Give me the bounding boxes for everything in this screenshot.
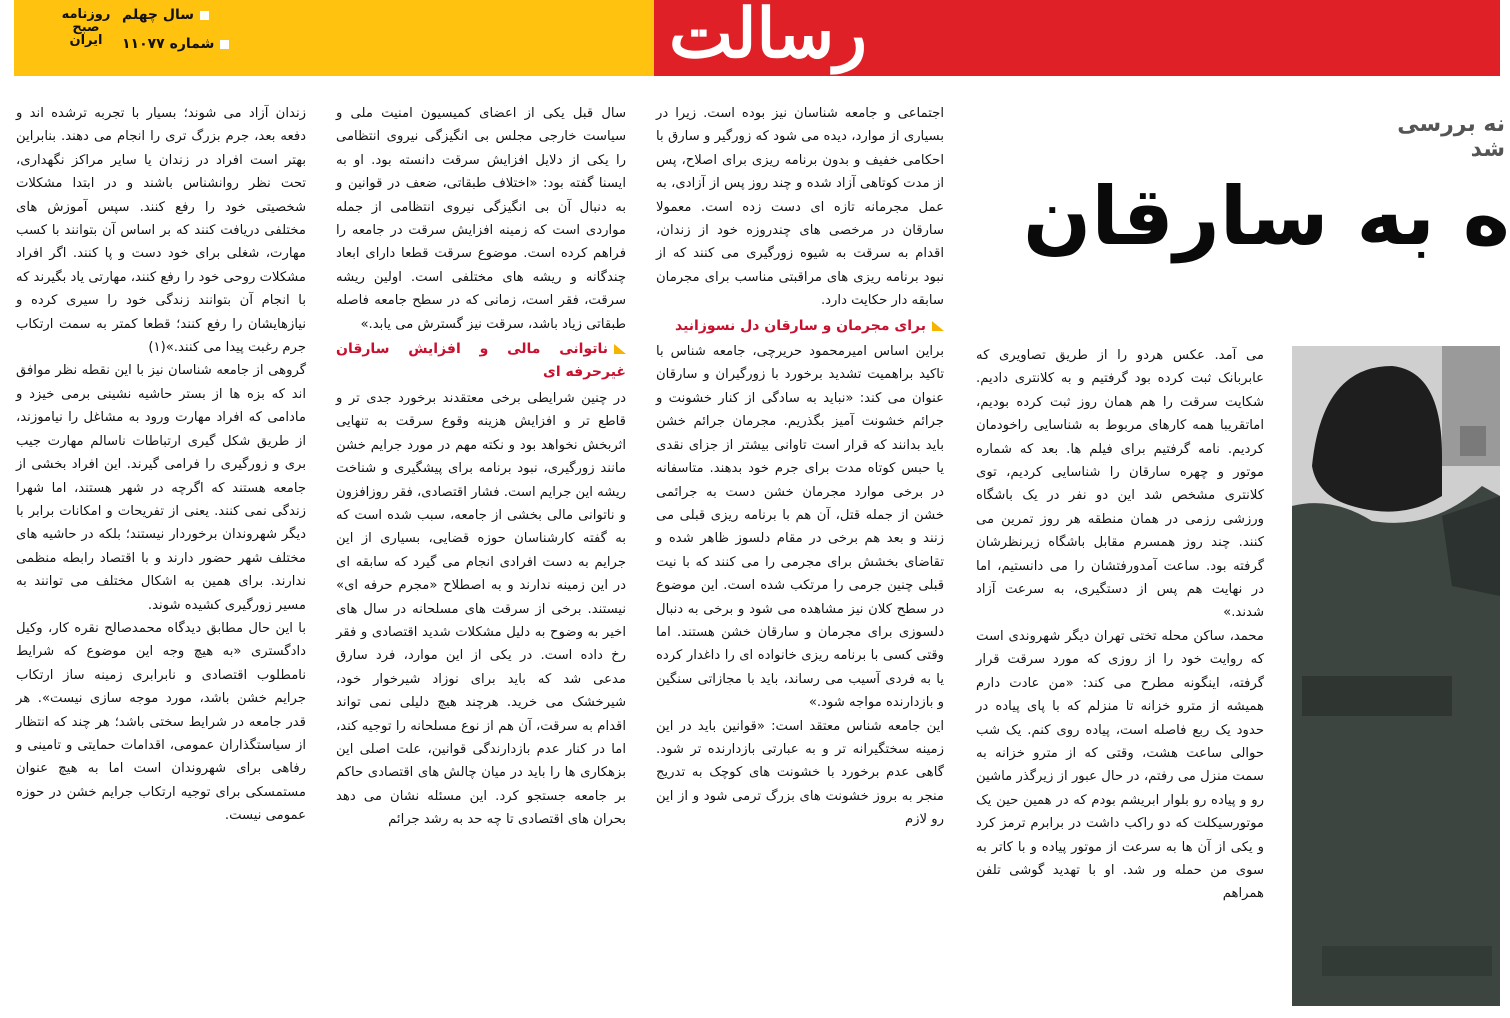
paragraph: می آمد. عکس هردو را از طریق تصاویری که عابربانک ثبت کرده بود گرفتیم و به کلانتری دادیم. شکایت سرقت را هم همان روز ثبت کرده بودیم، اماتقریبا همه کارهای مربوط به شناسایی راخودمان کردیم. نامه گرفتیم برای فیلم ها. بعد که شماره موتور و چهره سارقان را شناسایی کردیم، توی کلانتری مشخص شد این دو نفر در یک باشگاه ورزشی رزمی در همان منطقه هر روز تمرین می کنند. چند روز همسرم مقابل باشگاه زیرنظرشان گرفته بود. ساعت آمدورفتشان را می دانستیم، اما در نهایت هم پس از دستگیری، به سرعت آزاد شدند.»: [976, 348, 1264, 621]
bullet-square-icon: [220, 40, 229, 49]
masthead-bar: [14, 0, 1500, 76]
triangle-marker-icon: [614, 344, 626, 354]
paragraph: محمد، ساکن محله تختی تهران دیگر شهروندی است که روایت خود را از روزی که مورد سرقت قرار گرفته، اینگونه مطرح می کند: «من عادت دارم همیشه از مترو خزانه تا منزلم که با پای پیاده در حدود یک ربع فاصله است، پیاده روی کنم. یک شب حوالی ساعت هشت، وقتی که از مترو خزانه به سمت منزل می رفتم، در حال عبور از زیرگذر ماشین رو و پیاده رو بلوار ابریشم بودم که در همین حین یک موتورسیکلت که دو راکب داشت در برابرم ترمز کرد و یکی از آن ها به سرعت از موتور پیاده و با کاتر به سوی من حمله ور شد. او با تهدید گوشی تلفن همراهم: [976, 628, 1264, 902]
subheading: ناتوانی مالی و افزایش سارقان غیرحرفه ای: [336, 341, 626, 381]
subheading: برای مجرمان و سارقان دل نسوزانید: [656, 315, 944, 338]
paragraph: گروهی از جامعه شناسان نیز با این نقطه نظر موافق اند که بزه ها از بستر حاشیه نشینی برمی خیزد و مادامی که افراد مهارت ورود به مشاغل را نیاموزند، از طریق شکل گیری ارتباطات ناسالم مهارت جیب بری و زورگیری را فرامی گیرند. این افراد بخشی از جامعه هستند که اگرچه در شهر هستند، اما شهرا زندگی نمی کنند. یعنی از تفریحات و امکانات برابر با دیگر شهروندان برخوردار نیستند؛ بلکه در حاشیه های مختلف شهر حضور دارند و با اقتصاد رابطه منظمی ندارند. برای همین به اشکال مختلف می توانند به مسیر زورگیری کشیده شوند.: [16, 363, 306, 613]
article-kicker: نه بررسی شد: [1397, 112, 1505, 162]
paragraph: براین اساس امیرمحمود حریرچی، جامعه شناس با تاکید براهمیت تشدید برخورد با زورگیران و سارقان عنوان می کند: «نباید به سادگی از کنار خشونت و جرائم خشونت آمیز بگذریم. مجرمان جرائم خشن باید بدانند که قرار است تاوانی بیشتر از جزای نقدی یا حبس کوتاه مدت برای جرم خود بدهند. متاسفانه در برخی موارد مجرمان خشن دست به جرائمی خشن از جمله قتل، آن هم با برنامه ریزی قبلی می زنند و بعد هم برخی در مقام دلسوز ظاهر شده و تقاضای بخشش برای مجرمی را می کنند که با نیت قبلی چنین جرمی را مرتکب شده است. این موضوع در سطح کلان نیز مشاهده می شود و برخی به دنبال دلسوزی برای مجرمان و سارقان خشن هستند. اما وقتی کسی با برنامه ریزی خانواده ای را داغدار کرده یا به فردی آسیب می رساند، باید با مجازاتی سنگین و بازدارنده مواجه شود.»: [656, 344, 944, 711]
paragraph: با این حال مطابق دیدگاه محمدصالح نقره کار، وکیل دادگستری «به هیچ وجه این موضوع که شرایط نامطلوب اقتصادی و نابرابری زمینه ساز ارتکاب جرایم خشن باشد، مورد موجه سازی نیست». هر قدر جامعه در شرایط سختی باشد؛ هر چند که انتظار از سیاستگذاران عمومی، اقدامات حمایتی و تامینی و رفاهی برای شهروندان است اما به هیچ عنوان مستمسکی برای توجیه ارتکاب جرایم خشن در حوزه عمومی نیست.: [16, 620, 306, 824]
article-photo: [1292, 346, 1500, 1006]
paragraph: اجتماعی و جامعه شناسان نیز بوده است. زیرا در بسیاری از موارد، دیده می شود که زورگیر و سارق با احکامی خفیف و بدون برنامه ریزی برای اصلاح، پس از مدت کوتاهی آزاد شده و چند روز پس از آزادی، به عمل مجرمانه تازه ای دست زده است. معمولا سارقان در مرخصی های چندروزه خود از زندان، اقدام به سرقت به شیوه زورگیری می کنند که از نبود برنامه ریزی های مراقبتی مناسب برای مجرمان سابقه دار حکایت دارد.: [656, 106, 944, 309]
paragraph: در چنین شرایطی برخی معتقدند برخورد جدی تر و قاطع تر و افزایش هزینه وقوع سرقت به تنهایی اثربخش نخواهد بود و نکته مهم در مورد جرایم خشن مانند زورگیری، نبود برنامه برای پیشگیری و شناخت ریشه این جرایم است. فشار اقتصادی، فقر روزافزون و ناتوانی مالی بخشی از جامعه، سبب شده است که به گفته کارشناسان حوزه قضایی، بسیاری از این جرایم به دست افرادی انجام می گیرد که سابقه ای در این زمینه ندارند و به اصطلاح «مجرم حرفه ای» نیستند. برخی از سرقت های مسلحانه در سال های اخیر به وضوح به دلیل مشکلات شدید اقتصادی و فقر رخ داده است. در یکی از این موارد، فرد سارق مدعی شد که باید برای نوزاد شیرخوار خود، شیرخشک می خرید. هرچند هیچ دلیلی نمی تواند اقدام به سرقت، آن هم از نوع مسلحانه را توجیه کند، اما در کنار عدم بازدارندگی قوانین، علت اصلی این بزهکاری ها را باید در میان چالش های اقتصادی حاکم بر جامعه جستجو کرد. این مسئله نشان می دهد بحران های اقتصادی تا چه حد به رشد جرائم: [336, 390, 626, 828]
issue-label: شماره ۱۱۰۷۷: [122, 36, 229, 52]
paper-name: روزنامه صبح ایران: [61, 7, 111, 48]
article-column-2: [656, 102, 944, 832]
year-label: سال چهلم: [122, 7, 209, 23]
newspaper-logo[interactable]: رسالت: [669, 0, 868, 74]
article-column-4: [16, 102, 306, 828]
bullet-square-icon: [200, 11, 209, 20]
article-column-3: [336, 102, 626, 832]
paragraph: سال قبل یکی از اعضای کمیسیون امنیت ملی و سیاست خارجی مجلس بی انگیزگی نیروی انتظامی را یکی از دلایل افزایش سرقت دانسته بود. او به ایسنا گفته بود: «اختلاف طبقاتی، ضعف در قوانین و به دنبال آن بی انگیزگی نیروی انتظامی از جمله مواردی است که زمینه افزایش سرقت در جامعه را فراهم کرده است. موضوع سرقت قطعا دارای ابعاد چندگانه و ریشه های مختلفی است. اولین ریشه سرقت، فقر است، زمانی که در سطح جامعه فاصله طبقاتی زیاد باشد، سرقت نیز گسترش می یابد.»: [336, 106, 626, 332]
paragraph: این جامعه شناس معتقد است: «قوانین باید در این زمینه سختگیرانه تر و به عبارتی بازدارنده تر شود. گاهی عدم برخورد با خشونت های کوچک به تدریج منجر به بروز خشونت های بزرگ ترمی شود و از این رو لازم: [656, 718, 944, 828]
paragraph: زندان آزاد می شوند؛ بسیار با تجربه ترشده اند و دفعه بعد، جرم بزرگ تری را انجام می دهند. بنابراین بهتر است افراد در زندان یا سایر مراکز نگهداری، تحت نظر روانشناس باشند و در ابتدا مشکلات شخصیتی خود را رفع کنند. سپس آموزش های مختلفی دریافت کنند که بر اساس آن بتوانند با کسب مهارت، شغلی برای خود دست و پا کنند. اگر افراد مشکلات روحی خود را رفع کنند، مهارتی یاد بگیرند که با انجام آن بتوانند زندگی خود را سیری کرده و نیازهایشان را رفع کنند؛ قطعا کمتر به سمت ارتکاب جرم رغبت پیدا می کنند.»(۱): [16, 106, 306, 356]
article-column-1: [976, 344, 1264, 906]
article-headline: ه به سارقان: [1023, 170, 1510, 263]
triangle-marker-icon: [932, 321, 944, 331]
masked-person-photo: [1292, 346, 1500, 1006]
